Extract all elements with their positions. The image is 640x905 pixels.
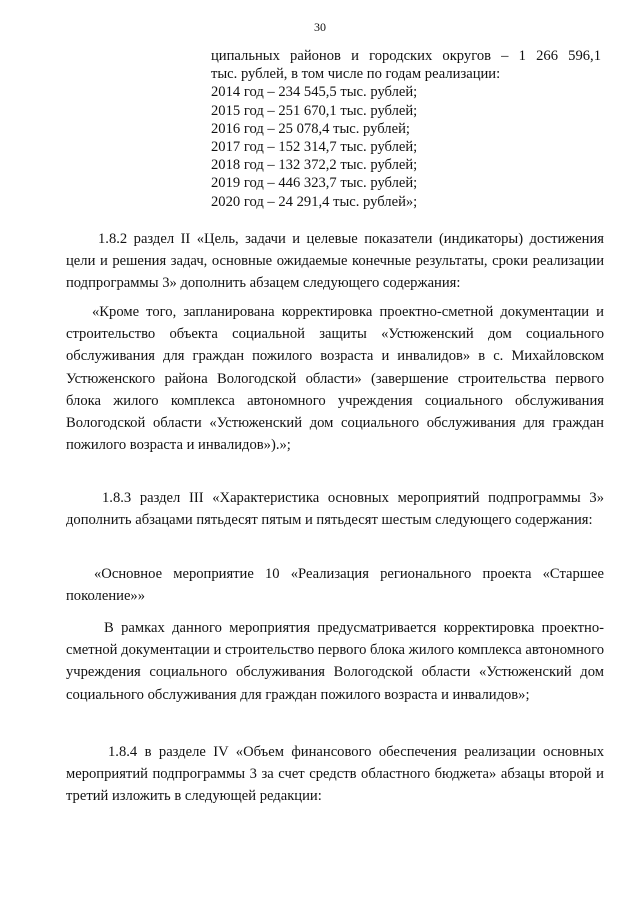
funding-year-2015: 2015 год – 251 670,1 тыс. рублей; — [211, 102, 418, 119]
funding-year-2019: 2019 год – 446 323,7 тыс. рублей; — [211, 175, 418, 192]
funding-year-2017: 2017 год – 152 314,7 тыс. рублей; — [211, 139, 418, 156]
paragraph-main-event-10: «Основное мероприятие 10 «Реализация регионального проекта «Старшее поколение»» — [66, 566, 604, 605]
paragraph-within-event: В рамках данного мероприятия предусматривается корректировка проектно-сметной документации и строительство первого блока жилого комплекса автономного учреждения социального обслуживания Вологодской области «Устюженский дом социального обслуживания для граждан пожилого возраста и инвалидов»; — [66, 620, 604, 703]
paragraph-1-8-2: 1.8.2 раздел II «Цель, задачи и целевые показатели (индикаторы) достижения цели и решения задач, основные ожидаемые конечные результаты, сроки реализации подпрограммы 3» дополнить абзацем следующего содержания: — [66, 231, 604, 292]
paragraph-1-8-3: 1.8.3 раздел III «Характеристика основных мероприятий подпрограммы 3» дополнить абзацами пятьдесят пятым и пятьдесят шестым следующего содержания: — [66, 490, 604, 529]
funding-year-2014: 2014 год – 234 545,5 тыс. рублей; — [211, 84, 418, 101]
page-number: 30 — [314, 20, 326, 34]
funding-intro-line1: ципальных районов и городских округов – 1 266 596,1 — [211, 48, 601, 64]
funding-year-2016: 2016 год – 25 078,4 тыс. рублей; — [211, 120, 410, 137]
funding-intro-line2: тыс. рублей, в том числе по годам реализации: — [211, 66, 501, 83]
funding-year-2020: 2020 год – 24 291,4 тыс. рублей»; — [211, 193, 418, 210]
funding-year-2018: 2018 год – 132 372,2 тыс. рублей; — [211, 157, 418, 174]
funding-block — [211, 47, 601, 211]
paragraph-1-8-4: 1.8.4 в разделе IV «Объем финансового обеспечения реализации основных мероприятий подпрограммы 3 за счет средств областного бюджета» абзацы второй и третий изложить в следующей редакции: — [66, 744, 604, 805]
paragraph-quote-addition: «Кроме того, запланирована корректировка проектно-сметной документации и строительство объекта социальной защиты «Устюженский дом социального обслуживания для граждан пожилого возраста и инвалидов» в с. Михайловском Устюженского района Вологодской области» (завершение строительства первого блока жилого комплекса автономного учреждения социального обслуживания Вологодской области «Устюженский дом социального обслуживания для граждан пожилого возраста и инвалидов»).»; — [66, 304, 604, 454]
